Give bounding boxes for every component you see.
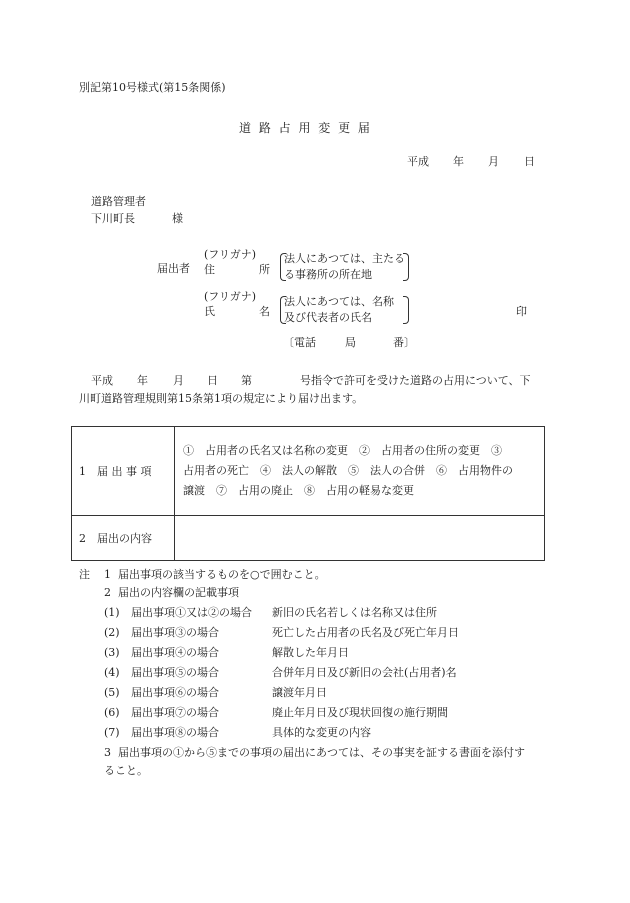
item-content: 死亡した占用者の氏名及び死亡年月日 [272, 626, 459, 639]
item-content: 廃止年月日及び現状回復の施行期間 [272, 706, 448, 719]
row2-label: 2 届出の内容 [72, 516, 175, 561]
date-day: 日 [524, 155, 535, 168]
item-case: 届出事項⑧の場合 [131, 726, 219, 739]
date-month: 月 [488, 155, 499, 168]
item-content: 新旧の氏名若しくは名称又は住所 [272, 606, 437, 619]
phone-label: 〔電話 [283, 336, 316, 349]
note1-number: 1 [104, 568, 111, 581]
document-title: 道 路 占 用 変 更 届 [239, 121, 372, 135]
item-case: 届出事項⑦の場合 [131, 706, 219, 719]
item-case: 届出事項③の場合 [131, 626, 219, 639]
address-note-line1: 法人にあつては、主たる [284, 252, 405, 265]
name-label-2: 名 [259, 305, 270, 318]
item-content: 具体的な変更の内容 [272, 726, 371, 739]
name-label-1: 氏 [204, 305, 215, 318]
address-bracket-right [403, 253, 409, 281]
body-year: 年 [137, 374, 148, 387]
body-line2-text: 川町道路管理規則第15条第1項の規定により届け出ます。 [79, 392, 364, 405]
date-year: 年 [453, 155, 464, 168]
item-case: 届出事項⑤の場合 [131, 666, 219, 679]
note2-text: 届出の内容欄の記載事項 [118, 586, 239, 599]
body-month: 月 [173, 374, 184, 387]
item-number: (1) [104, 606, 120, 619]
phone-number: 番〕 [393, 336, 415, 349]
addressee-name: 下川町長 [91, 212, 135, 225]
row2-value [175, 516, 545, 561]
addressee-title: 道路管理者 [91, 195, 146, 208]
item-number: (3) [104, 646, 120, 659]
name-note-line1: 法人にあつては、名称 [284, 295, 394, 308]
row1-label: 1 届 出 事 項 [72, 427, 175, 516]
item-content: 譲渡年月日 [272, 686, 327, 699]
form-number: 別記第10号様式(第15条関係) [79, 81, 226, 94]
item-content: 解散した年月日 [272, 646, 349, 659]
phone-exchange: 局 [345, 336, 356, 349]
row1-value [175, 427, 545, 516]
item-content: 合併年月日及び新旧の会社(占用者)名 [272, 666, 457, 679]
row1-value-line2: 占用者の死亡 ④ 法人の解散 ⑤ 法人の合併 ⑥ 占用物件の [183, 464, 513, 477]
seal-mark: 印 [516, 305, 527, 318]
address-label-1: 住 [204, 263, 215, 276]
note3-text-line2: ること。 [104, 764, 148, 777]
notification-table [71, 426, 545, 561]
applicant-label: 届出者 [157, 262, 190, 275]
note1-text: 届出事項の該当するものを○で囲むこと。 [118, 568, 326, 581]
item-number: (4) [104, 666, 120, 679]
note3-number: 3 [104, 746, 111, 759]
furigana-address: (フリガナ) [204, 248, 257, 261]
item-number: (5) [104, 686, 120, 699]
notes-prefix: 注 [79, 568, 90, 581]
note2-number: 2 [104, 586, 111, 599]
body-line1-text: 号指令で許可を受けた道路の占用について、下 [300, 374, 531, 387]
item-number: (6) [104, 706, 120, 719]
body-era: 平成 [91, 374, 113, 387]
row1-value-line3: 譲渡 ⑦ 占用の廃止 ⑧ 占用の軽易な変更 [183, 484, 414, 497]
name-bracket-right [403, 296, 409, 324]
note3-text-line1: 届出事項の①から⑤までの事項の届出にあつては、その事実を証する書面を添付す [118, 746, 525, 759]
table-row-items [72, 427, 545, 516]
body-day: 日 [207, 374, 218, 387]
address-label-2: 所 [259, 263, 270, 276]
furigana-name: (フリガナ) [204, 290, 257, 303]
item-number: (7) [104, 726, 120, 739]
address-note-line2: る事務所の所在地 [284, 268, 372, 281]
row1-value-line1: ① 占用者の氏名又は名称の変更 ② 占用者の住所の変更 ③ [183, 444, 502, 457]
date-era: 平成 [407, 155, 429, 168]
item-case: 届出事項①又は②の場合 [131, 606, 252, 619]
item-case: 届出事項⑥の場合 [131, 686, 219, 699]
addressee-honorific: 様 [172, 212, 183, 225]
body-number-prefix: 第 [241, 374, 252, 387]
item-case: 届出事項④の場合 [131, 646, 219, 659]
item-number: (2) [104, 626, 120, 639]
name-note-line2: 及び代表者の氏名 [284, 311, 372, 324]
table-row-content [72, 516, 545, 561]
